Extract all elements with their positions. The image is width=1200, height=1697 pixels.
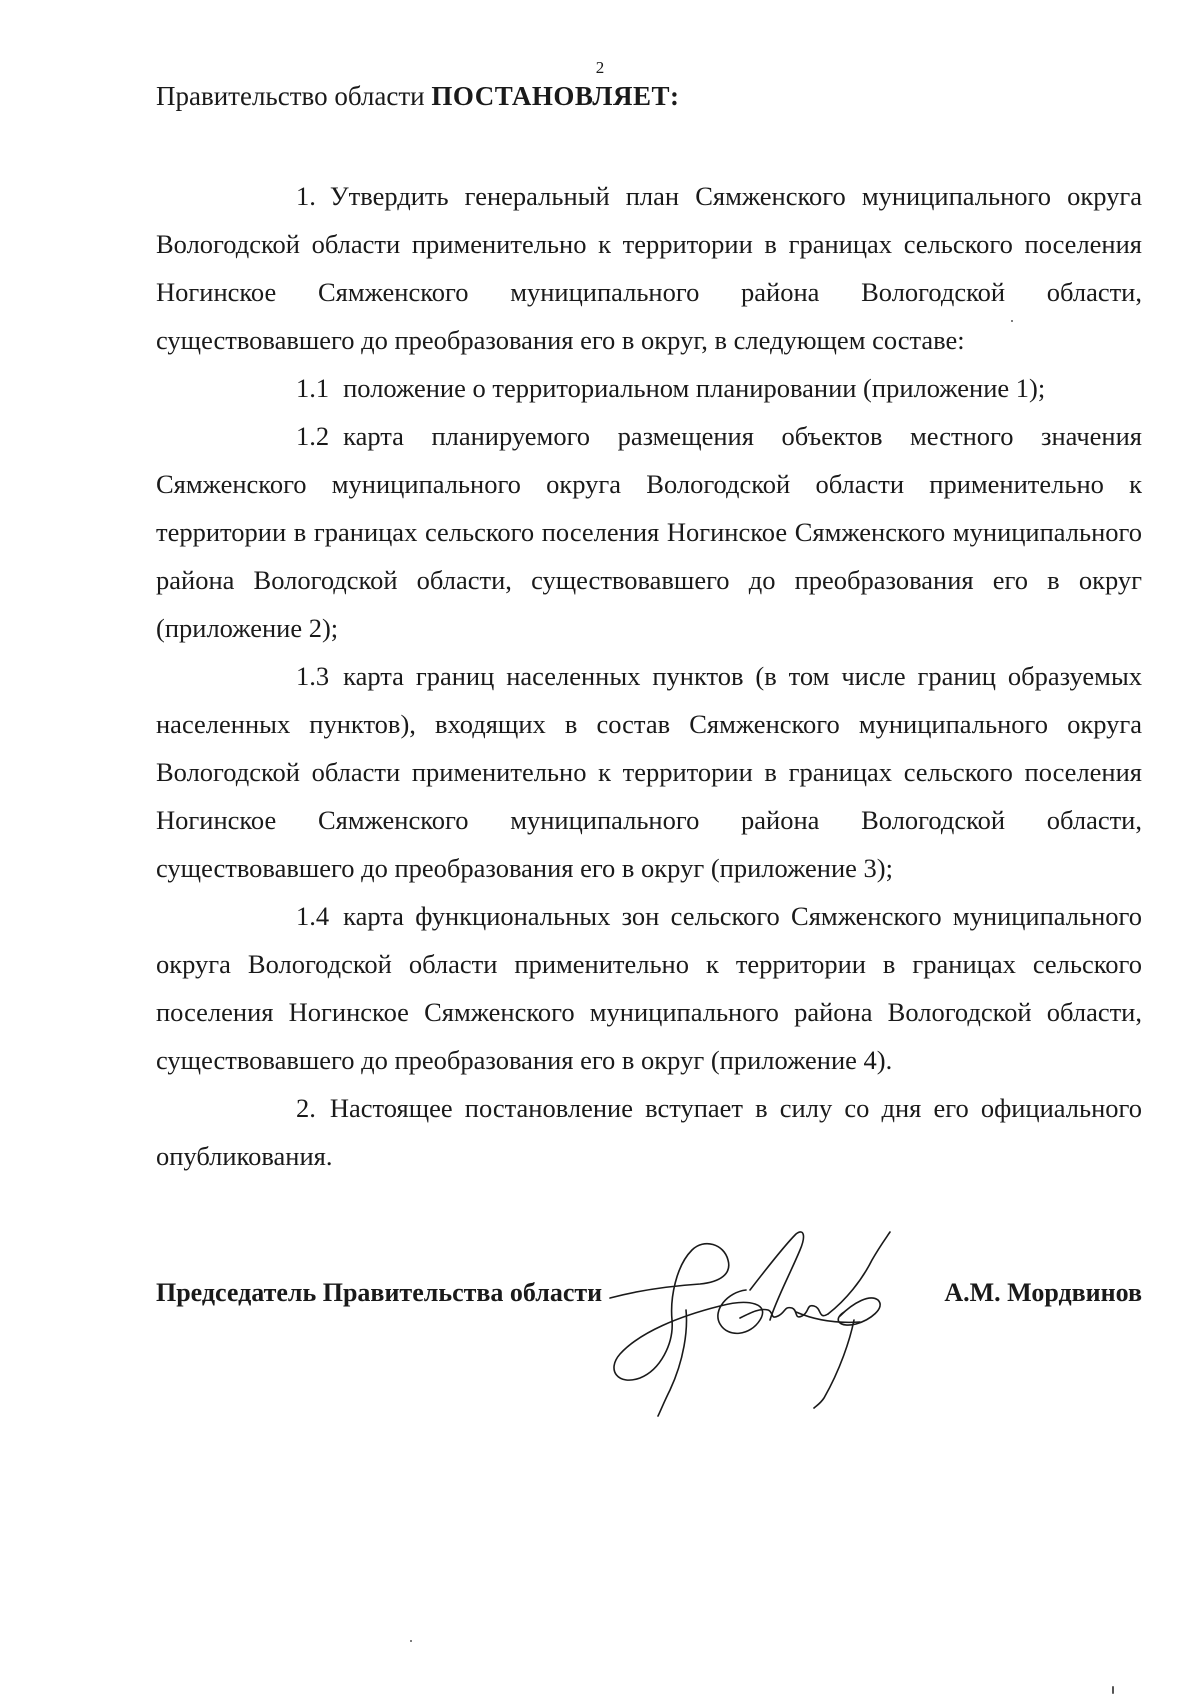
paragraph-text: карта планируемого размещения объектов местного значения Сямженского муниципального округа Вологодской области применительно к территории в границах сельского поселения Ногинское Сямженского муниципального района Вологодской области, существовавшего до преобразования его в округ (приложение 2); — [156, 421, 1142, 643]
scan-speck — [410, 1640, 412, 1642]
scan-speck — [1112, 1686, 1114, 1694]
paragraph-number: 1.3 — [296, 661, 330, 691]
paragraph-text: положение о территориальном планировании (приложение 1); — [343, 373, 1046, 403]
scan-speck — [1011, 320, 1013, 322]
paragraph-1-1 — [156, 364, 1142, 412]
paragraph-text: Утвердить генеральный план Сямженского муниципального округа Вологодской области применительно к территории в границах сельского поселения Ногинское Сямженского муниципального района Вологодской области, существовавшего до преобразования его в округ, в следующем составе: — [156, 181, 1142, 355]
paragraph-number: 1. — [296, 181, 316, 211]
paragraph-text: Настоящее постановление вступает в силу со дня его официального опубликования. — [156, 1093, 1142, 1171]
paragraph-number: 1.1 — [296, 373, 330, 403]
paragraph-1 — [156, 172, 1142, 364]
paragraph-text: карта функциональных зон сельского Сямженского муниципального округа Вологодской области применительно к территории в границах сельского поселения Ногинское Сямженского муниципального района Вологодской области, существовавшего до преобразования его в округ (приложение 4). — [156, 901, 1142, 1075]
page-number: 2 — [595, 58, 605, 77]
paragraph-number: 1.2 — [296, 421, 330, 451]
paragraph-number: 2. — [296, 1093, 316, 1123]
paragraph-1-3 — [156, 652, 1142, 892]
paragraph-text: карта границ населенных пунктов (в том числе границ образуемых населенных пунктов), входящих в состав Сямженского муниципального округа Вологодской области применительно к территории в границах сельского поселения Ногинское Сямженского муниципального района Вологодской области, существовавшего до преобразования его в округ (приложение 3); — [156, 661, 1142, 883]
paragraph-1-4 — [156, 892, 1142, 1084]
signer-title: Председатель Правительства области — [156, 1278, 603, 1307]
decree-word: ПОСТАНОВЛЯЕТ: — [431, 81, 680, 111]
decree-body — [156, 172, 1142, 1180]
decree-intro-prefix: Правительство области — [156, 81, 432, 111]
signature-row — [156, 1278, 1142, 1318]
paragraph-2 — [156, 1084, 1142, 1180]
signer-name: А.М. Мордвинов — [944, 1278, 1142, 1307]
decree-intro — [156, 78, 679, 114]
handwritten-signature — [600, 1220, 920, 1420]
paragraph-number: 1.4 — [296, 901, 330, 931]
paragraph-1-2 — [156, 412, 1142, 652]
